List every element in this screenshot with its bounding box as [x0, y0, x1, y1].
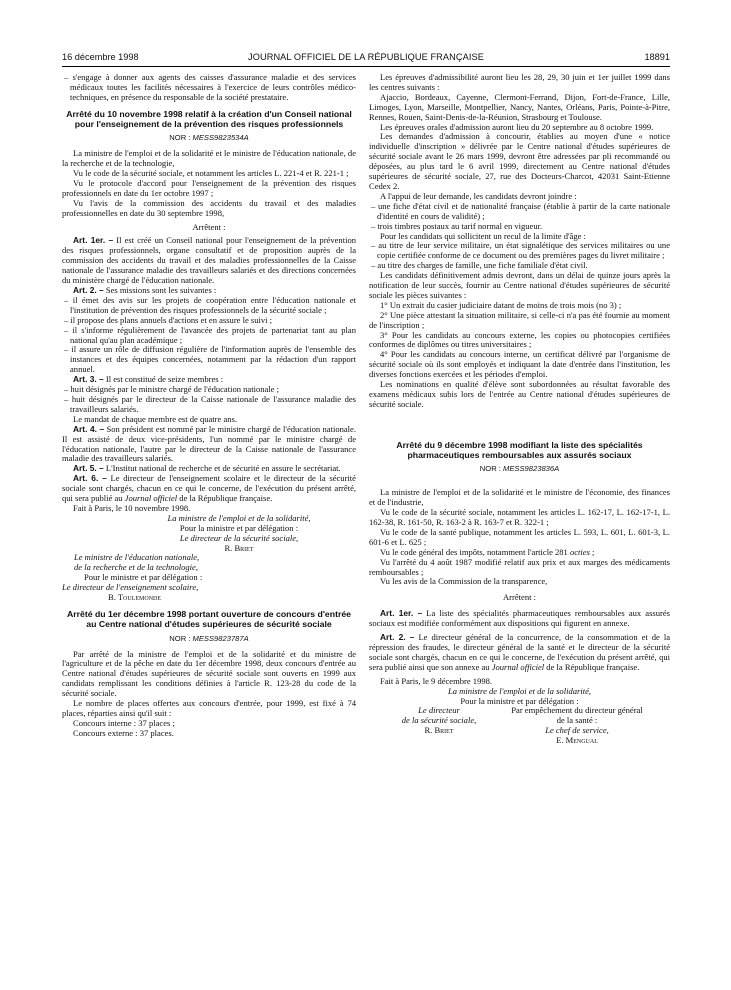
header-page-number: 18891 — [644, 52, 670, 62]
nor-reference-1: NOR : MESS9823534A — [169, 133, 249, 143]
signature-line: Pour le ministre et par délégation : — [84, 572, 203, 583]
paragraph: Les épreuves d'admissibilité auront lieu les 28, 29, 30 juin et 1er juillet 1999 dans les centres suivants : — [369, 72, 670, 92]
intro-item: – s'engage à donner aux agents des caisses d'assurance maladie et des services médicaux toutes les facilités nécessaires à l'exercice de leurs contrôles médico-techniques, en présence du responsable de la société prestataire. — [64, 72, 356, 102]
list-item: – huit désignés par le ministre chargé de l'éducation nationale ; — [64, 384, 279, 395]
paragraph: Le nombre de places offertes aux concours d'entrée, pour 1999, est fixé à 74 places, réparties ainsi qu'il suit : — [62, 698, 356, 718]
list-item: – il s'informe régulièrement de l'avancée des projets de partenariat tant au plan national qu'au plan académique ; — [64, 324, 356, 345]
nor-reference-2: NOR : MESS9823787A — [169, 633, 249, 643]
paragraph: Vu le code de la santé publique, notamment les articles L. 593, L. 601, L. 601-3, L. 601-6 et L. 625 ; — [369, 526, 670, 547]
list-item: – il propose des plans annuels d'actions et en assure le suivi ; — [64, 314, 273, 325]
header-journal-title: JOURNAL OFFICIEL DE LA RÉPUBLIQUE FRANÇAISE — [248, 52, 484, 62]
paragraph: Les candidats définitivement admis devront, dans un délai de quinze jours après la notification de leur succès, fournir au Centre national d'études supérieures de sécurité sociale les pièces suivantes : — [369, 270, 670, 300]
list-item: – il émet des avis sur les projets de coopération entre l'éducation nationale et l'institution de prévention des risques professionnels de la sécurité sociale ; — [64, 294, 356, 315]
paragraph: Les nominations en qualité d'élève sont subordonnées au résultat favorable des examens médicaux subis lors de l'entrée au Centre national d'études supérieures de sécurité sociale. — [369, 379, 670, 409]
paragraph: Concours externe : 37 places. — [73, 727, 174, 738]
paragraph: Vu le code de la sécurité sociale, notamment les articles L. 162-17, L. 162-17-1, L. 162-38, R. 161-50, R. 163-2 à R. 163-7 et R. 322-1 ; — [369, 507, 670, 528]
paragraph: Les demandes d'admission à concourir, établies au moyen d'une « notice individuelle d'inscription » délivrée par le Centre national d'études supérieures de sécurité sociale avant le 26 mars 1999, devront être adressées par pli recommandé ou déposées, au plus tard le 6 avril 1999, directement au Centre national d'études supérieures de sécurité sociale, 27, rue des Docteurs-Charcot, 42031 Saint-Etienne Cedex 2. — [369, 131, 670, 191]
signature-line: Le directeur de la sécurité sociale, — [179, 532, 299, 543]
article-2: Art. 2. – Le directeur général de la concurrence, de la consommation et de la répression des fraudes, le directeur général de la santé et le directeur de la sécurité sociale sont chargés, chacun en ce qui le concerne, de l'exécution du présent arrêté, qui sera publié ainsi que son annexe au Journal officiel de la République française. — [369, 632, 670, 672]
signature-line: de la recherche et de la technologie, — [74, 562, 198, 573]
paragraph: 2° Une pièce attestant la situation militaire, si celle-ci n'a pas été fournie au moment de l'inscription ; — [369, 309, 670, 330]
paragraph: Vu les avis de la Commission de la transparence, — [380, 576, 548, 587]
article-2: Art. 2. – Ses missions sont les suivantes : — [73, 285, 217, 295]
paragraph: Les épreuves orales d'admission auront lieu du 20 septembre au 8 octobre 1999. — [380, 121, 654, 132]
signature-block — [369, 706, 670, 756]
signature-right: Par empêchement du directeur général de la santé : Le chef de service, E. Mengual — [511, 705, 643, 746]
decree-title-3: Arrêté du 9 décembre 1998 modifiant la liste des spécialités pharmaceutiques remboursables aux assurés sociaux — [396, 439, 643, 461]
paragraph: Vu le code de la sécurité sociale, et notamment les articles L. 221-4 et R. 221-1 ; — [73, 168, 349, 179]
signature-name: R. Briet — [224, 542, 254, 553]
arretent-heading: Arrêtent : — [192, 221, 226, 232]
list-item: – trois timbres postaux au tarif normal en vigueur. — [371, 220, 543, 231]
article-4: Art. 4. – Son président est nommé par le ministre chargé de l'éducation nationale. Il est assisté de deux vice-présidents, l'un nommé par le ministre chargé de l'éducation nationale, l'autre par le directeur de la Caisse nationale de l'assurance maladie des travailleurs salariés. — [62, 423, 356, 464]
paragraph: Vu le code général des impôts, notamment l'article 281 octies ; — [380, 546, 595, 557]
article-1: Art. 1er. – Il est créé un Conseil national pour l'enseignement de la prévention des risques professionnels, organe consultatif et de proposition auprès de la commission des accidents du travail et des maladies professionnelles de la Caisse nationale de l'assurance maladie des travailleurs salariés et des directions concernées du ministère chargé de l'éducation nationale. — [62, 235, 356, 286]
paragraph: 4° Pour les candidats au concours interne, un certificat délivré par l'organisme de sécurité sociale où ils sont employés et indiquant la date d'entrée dans l'institution, les diverses fonctions exercées et les périodes d'emploi. — [369, 349, 670, 380]
signature-line: La ministre de l'emploi et de la solidarité, — [448, 685, 591, 696]
arretent-heading: Arrêtent : — [503, 592, 536, 603]
header-date: 16 décembre 1998 — [62, 52, 139, 62]
signature-line: Pour la ministre et par délégation : — [460, 695, 579, 706]
list-item: – au titre de leur service militaire, un état signalétique des services militaires ou une copie certifiée conforme de ce document ou des premières pages du livret militaire ; — [371, 240, 670, 261]
paragraph: Par arrêté de la ministre de l'emploi et de la solidarité et du ministre de l'agriculture et de la pêche en date du 1er décembre 1998, deux concours d'entrée au Centre national d'études supérieures de sécurité sociale sont ouverts en 1999 aux candidats remplissant les conditions définies à l'article R. 123-28 du code de la sécurité sociale. — [62, 648, 356, 699]
article-3: Art. 3. – Il est constitué de seize membres : — [73, 374, 224, 385]
decree-title-2: Arrêté du 1er décembre 1998 portant ouverture de concours d'entrée au Centre national d'études supérieures de sécurité sociale — [66, 609, 352, 630]
paragraph: Pour les candidats qui sollicitent un recul de la limite d'âge : — [380, 230, 586, 241]
article-6: Art. 6. – Le directeur de l'enseignement scolaire et le directeur de la sécurité sociale sont chargés, chacun en ce qui le concerne, de l'exécution du présent arrêté, qui sera publié au Journal officiel de la République française. — [62, 473, 356, 504]
paragraph: 3° Pour les candidats au concours externe, les copies ou photocopies certifiées conformes de diplômes ou titres universitaires ; — [369, 329, 670, 350]
paragraph: La ministre de l'emploi et de la solidarité et le ministre de l'économie, des finances et de l'industrie, — [369, 487, 670, 508]
nor-reference-3: NOR : MESS9823836A — [479, 464, 560, 474]
paragraph: 1° Un extrait du casier judiciaire datant de moins de trois mois (no 3) ; — [380, 299, 622, 310]
header-rule — [62, 66, 670, 67]
list-item: – une fiche d'état civil et de nationalité française (établie à partir de la carte nationale d'identité en cours de validité) ; — [371, 200, 670, 221]
signature-line: La ministre de l'emploi et de la solidarité, — [167, 512, 311, 523]
article-1: Art. 1er. – La liste des spécialités pharmaceutiques remboursables aux assurés sociaux est modifiée conformément aux dispositions qui figurent en annexe. — [369, 608, 670, 629]
paragraph: Vu l'avis de la commission des accidents du travail et des maladies professionnelles en date du 30 septembre 1998, — [62, 197, 356, 218]
page-header — [62, 52, 670, 64]
paragraph: Vu le protocole d'accord pour l'enseignement de la prévention des risques professionnels en date du 1er octobre 1997 ; — [62, 177, 356, 198]
fait-a-paris: Fait à Paris, le 10 novembre 1998. — [73, 502, 191, 513]
decree-title-1: Arrêté du 10 novembre 1998 relatif à la création d'un Conseil national pour l'enseignement de la prévention des risques professionnels — [66, 108, 352, 130]
paragraph: Concours interne : 37 places ; — [73, 717, 175, 728]
list-item: – huit désignés par le directeur de la Caisse nationale de l'assurance maladie des travailleurs salariés. — [64, 393, 356, 414]
paragraph: Vu l'arrêté du 4 août 1987 modifié relatif aux prix et aux marges des médicaments remboursables ; — [369, 556, 670, 577]
right-column — [369, 73, 670, 756]
list-item: – au titre des charges de famille, une fiche familiale d'état civil. — [371, 260, 588, 271]
signature-left: Le directeur de la sécurité sociale, R. Briet — [401, 705, 477, 736]
fait-a-paris: Fait à Paris, le 9 décembre 1998. — [380, 675, 493, 686]
paragraph: Le mandat de chaque membre est de quatre ans. — [73, 413, 237, 424]
signature-name: B. Toulemonde — [108, 592, 162, 603]
list-item: – il assure un rôle de diffusion régulière de l'information auprès de l'ensemble des instances et des équipes concernées, notamment par la rédaction d'un rapport annuel. — [64, 344, 356, 375]
paragraph: La ministre de l'emploi et de la solidarité et le ministre de l'éducation nationale, de la recherche et de la technologie, — [62, 148, 356, 169]
signature-line: Pour la ministre et par délégation : — [179, 522, 299, 533]
paragraph: A l'appui de leur demande, les candidats devront joindre : — [380, 190, 577, 201]
signature-line: Le directeur de l'enseignement scolaire, — [62, 582, 199, 593]
paragraph: Ajaccio, Bordeaux, Cayenne, Clermont-Ferrand, Dijon, Fort-de-France, Lille, Limoges, Lyon, Marseille, Montpellier, Nancy, Nantes, Orléans, Paris, Pointe-à-Pitre, Rennes, Rouen, Saint-Denis-de-la-Réunion, Strasbourg et Toulouse. — [369, 91, 670, 122]
article-5: Art. 5. – L'Institut national de recherche et de sécurité en assure le secrétariat. — [73, 463, 341, 474]
left-column — [62, 73, 356, 739]
signature-line: Le ministre de l'éducation nationale, — [74, 552, 200, 563]
